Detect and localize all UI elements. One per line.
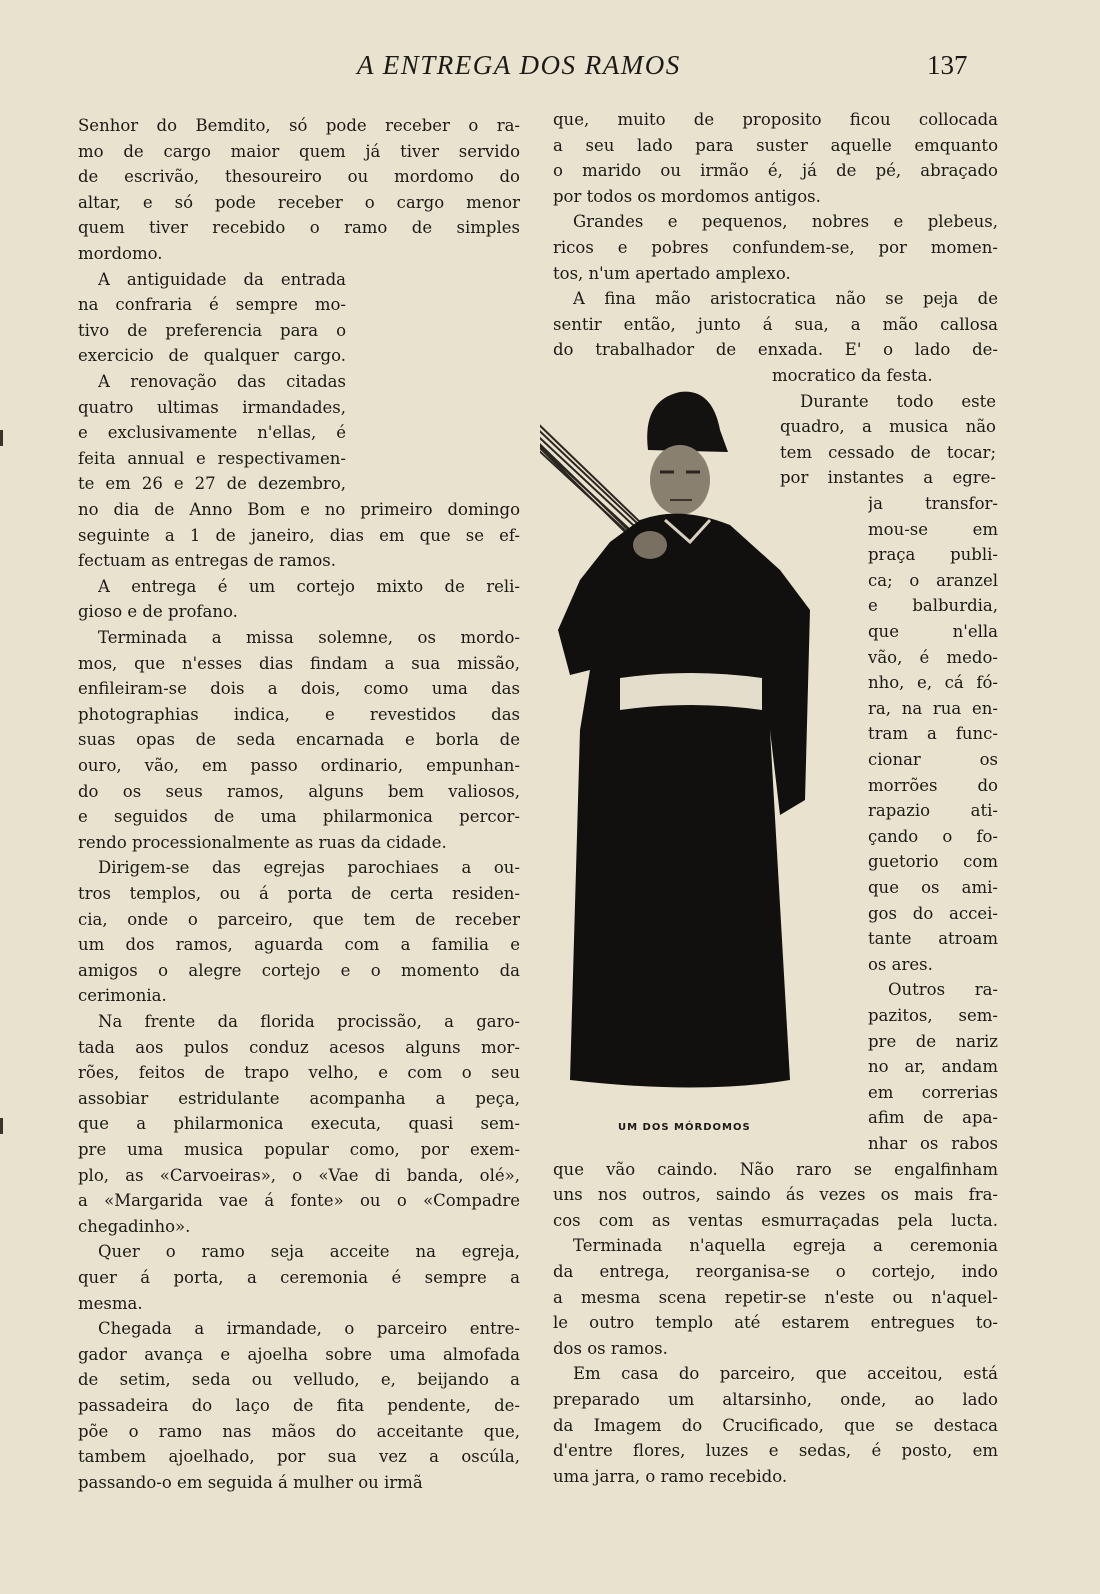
body-text-line-right: cos com as ventas esmurraçadas pela lucta. bbox=[553, 1210, 998, 1230]
body-text-line-right: A fina mão aristocratica não se peja de bbox=[573, 289, 998, 309]
body-text-line-left: suas opas de seda encarnada e borla de bbox=[78, 730, 520, 750]
body-text-line-right: guetorio com bbox=[868, 852, 998, 872]
running-header-title: A ENTREGA DOS RAMOS bbox=[357, 50, 681, 80]
body-text-line-left: Dirigem-se das egrejas parochiaes a ou- bbox=[98, 858, 520, 878]
body-text-line-right: tos, n'um apertado amplexo. bbox=[553, 263, 791, 283]
body-text-line-left: rões, feitos de trapo velho, e com o seu bbox=[78, 1063, 520, 1083]
body-text-line-left: fectuam as entregas de ramos. bbox=[78, 551, 337, 571]
body-text-line-right: o marido ou irmão é, já de pé, abraçado bbox=[553, 161, 998, 181]
body-text-line-right: que os ami- bbox=[868, 878, 998, 897]
body-text-line-left: mordomo. bbox=[78, 244, 163, 263]
body-text-line-right: nhar os rabos bbox=[868, 1134, 998, 1153]
mordomo-portrait-illustration bbox=[540, 280, 850, 1100]
body-text-line-right: çando o fo- bbox=[868, 826, 998, 846]
body-text-line-left: do os seus ramos, alguns bem valiosos, bbox=[78, 781, 520, 801]
body-text-line-left: mo de cargo maior quem já tiver servido bbox=[78, 141, 520, 161]
body-text-line-left: altar, e só pode receber o cargo menor bbox=[78, 192, 520, 212]
body-text-line-left: Quer o ramo seja acceite na egreja, bbox=[98, 1242, 520, 1262]
body-text-line-right: pazitos, sem- bbox=[868, 1006, 998, 1025]
body-text-line-right: tram a func- bbox=[868, 724, 998, 744]
body-text-line-left: enfileiram-se dois a dois, como uma das bbox=[78, 679, 520, 699]
body-text-line-right: gos do accei- bbox=[868, 903, 998, 923]
body-text-line-left: gador avança e ajoelha sobre uma almofada bbox=[78, 1344, 520, 1364]
body-text-line-left: e seguidos de uma philarmonica percor- bbox=[78, 807, 520, 827]
body-text-line-right: que n'ella bbox=[868, 622, 998, 641]
body-text-line-right: ricos e pobres confundem-se, por momen- bbox=[553, 238, 998, 257]
body-text-line-left: A renovação das citadas bbox=[98, 372, 346, 391]
body-text-line-right: vão, é medo- bbox=[868, 647, 998, 667]
body-text-line-left: exercicio de qualquer cargo. bbox=[78, 346, 346, 366]
body-text-line-right: no ar, andam bbox=[868, 1057, 998, 1077]
body-text-line-left: Na frente da florida procissão, a garo- bbox=[98, 1012, 520, 1031]
body-text-line-left: tivo de preferencia para o bbox=[78, 320, 346, 340]
body-text-line-right: do trabalhador de enxada. E' o lado de- bbox=[553, 340, 998, 360]
body-text-line-left: Chegada a irmandade, o parceiro entre- bbox=[98, 1319, 520, 1339]
body-text-line-left: ouro, vão, em passo ordinario, empunhan- bbox=[78, 756, 520, 775]
body-text-line-right: afim de apa- bbox=[868, 1108, 998, 1128]
body-text-line-left: Terminada a missa solemne, os mordo- bbox=[98, 628, 520, 647]
body-text-line-right: pre de nariz bbox=[868, 1031, 998, 1051]
body-text-line-left: gioso e de profano. bbox=[78, 602, 238, 622]
body-text-line-right: d'entre flores, luzes e sedas, é posto, em bbox=[553, 1441, 998, 1461]
body-text-line-right: da entrega, reorganisa-se o cortejo, indo bbox=[553, 1262, 998, 1281]
body-text-line-left: quer á porta, a ceremonia é sempre a bbox=[78, 1268, 520, 1287]
margin-mark bbox=[0, 1118, 3, 1134]
body-text-line-left: cia, onde o parceiro, que tem de receber bbox=[78, 909, 520, 929]
page-number: 137 bbox=[927, 50, 968, 80]
body-text-line-right: quadro, a musica não bbox=[780, 417, 996, 437]
body-text-line-left: que a philarmonica executa, quasi sem- bbox=[78, 1114, 520, 1134]
body-text-line-left: A antiguidade da entrada bbox=[98, 269, 346, 289]
body-text-line-right: uma jarra, o ramo recebido. bbox=[553, 1466, 788, 1486]
body-text-line-left: a «Margarida vae á fonte» ou o «Compadre bbox=[78, 1191, 520, 1211]
body-text-line-left: tros templos, ou á porta de certa residen- bbox=[78, 884, 520, 903]
body-text-line-right: sentir então, junto á sua, a mão callosa bbox=[553, 314, 998, 334]
body-text-line-right: Outros ra- bbox=[888, 980, 998, 1000]
body-text-line-left: plo, as «Carvoeiras», o «Vae di banda, olé», bbox=[78, 1165, 520, 1185]
body-text-line-right: e balburdia, bbox=[868, 596, 998, 616]
body-text-line-left: tada aos pulos conduz acesos alguns mor- bbox=[78, 1037, 520, 1057]
body-text-line-right: le outro templo até estarem entregues to- bbox=[553, 1313, 998, 1333]
body-text-line-right: a mesma scena repetir-se n'este ou n'aquel- bbox=[553, 1287, 998, 1307]
body-text-line-right: nho, e, cá fó- bbox=[868, 673, 998, 693]
body-text-line-right: preparado um altarsinho, onde, ao lado bbox=[553, 1390, 998, 1409]
body-text-line-right: mou-se em bbox=[868, 519, 998, 539]
body-text-line-left: na confraria é sempre mo- bbox=[78, 295, 346, 315]
body-text-line-left: passadeira do laço de fita pendente, de- bbox=[78, 1396, 520, 1415]
body-text-line-left: mos, que n'esses dias findam a sua missão, bbox=[78, 653, 520, 673]
body-text-line-right: ja transfor- bbox=[868, 494, 998, 513]
body-text-line-left: amigos o alegre cortejo e o momento da bbox=[78, 960, 520, 980]
body-text-line-right: cionar os bbox=[868, 750, 998, 769]
body-text-line-right: Terminada n'aquella egreja a ceremonia bbox=[573, 1236, 998, 1256]
body-text-line-right: dos os ramos. bbox=[553, 1338, 668, 1358]
body-text-line-right: que vão caindo. Não raro se engalfinham bbox=[553, 1159, 998, 1179]
body-text-line-left: no dia de Anno Bom e no primeiro domingo bbox=[78, 500, 520, 519]
body-text-line-left: cerimonia. bbox=[78, 986, 167, 1006]
body-text-line-left: tambem ajoelhado, por sua vez a oscúla, bbox=[78, 1447, 520, 1467]
body-text-line-left: mesma. bbox=[78, 1293, 143, 1313]
body-text-line-right: uns nos outros, saindo ás vezes os mais fra- bbox=[553, 1185, 998, 1205]
body-text-line-left: põe o ramo nas mãos do acceitante que, bbox=[78, 1421, 520, 1441]
body-text-line-right: praça publi- bbox=[868, 545, 998, 565]
body-text-line-right: os ares. bbox=[868, 954, 933, 974]
body-text-line-right: rapazio ati- bbox=[868, 801, 998, 821]
body-text-line-left: chegadinho». bbox=[78, 1216, 191, 1236]
body-text-line-left: seguinte a 1 de janeiro, dias em que se ef- bbox=[78, 525, 520, 545]
body-text-line-left: assobiar estridulante acompanha a peça, bbox=[78, 1088, 520, 1108]
body-text-line-left: A entrega é um cortejo mixto de reli- bbox=[98, 576, 520, 596]
body-text-line-right: em correrias bbox=[868, 1082, 998, 1102]
margin-mark bbox=[0, 430, 3, 446]
body-text-line-left: passando-o em seguida á mulher ou irmã bbox=[78, 1472, 423, 1492]
body-text-line-left: de escrivão, thesoureiro ou mordomo do bbox=[78, 167, 520, 187]
body-text-line-left: feita annual e respectivamen- bbox=[78, 448, 346, 468]
body-text-line-right: tante atroam bbox=[868, 929, 998, 949]
body-text-line-right: a seu lado para suster aquelle emquanto bbox=[553, 135, 998, 155]
body-text-line-left: quatro ultimas irmandades, bbox=[78, 397, 346, 417]
body-text-line-right: mocratico da festa. bbox=[772, 366, 933, 385]
body-text-line-right: da Imagem do Crucificado, que se destaca bbox=[553, 1415, 998, 1435]
body-text-line-right: Grandes e pequenos, nobres e plebeus, bbox=[573, 212, 998, 232]
body-text-line-right: por todos os mordomos antigos. bbox=[553, 186, 821, 206]
body-text-line-right: por instantes a egre- bbox=[780, 468, 996, 488]
body-text-line-left: rendo processionalmente as ruas da cidade. bbox=[78, 832, 447, 852]
body-text-line-left: pre uma musica popular como, por exem- bbox=[78, 1140, 520, 1159]
body-text-line-right: ra, na rua en- bbox=[868, 698, 998, 718]
body-text-line-right: ca; o aranzel bbox=[868, 570, 998, 590]
body-text-line-right: tem cessado de tocar; bbox=[780, 442, 996, 462]
body-text-line-left: de setim, seda ou velludo, e, beijando a bbox=[78, 1370, 520, 1390]
figure-caption: UM DOS MÓRDOMOS bbox=[618, 1122, 751, 1133]
body-text-line-left: Senhor do Bemdito, só pode receber o ra- bbox=[78, 116, 520, 135]
body-text-line-left: quem tiver recebido o ramo de simples bbox=[78, 218, 520, 238]
body-text-line-left: um dos ramos, aguarda com a familia e bbox=[78, 935, 520, 955]
body-text-line-left: photographias indica, e revestidos das bbox=[78, 704, 520, 724]
body-text-line-right: Durante todo este bbox=[800, 391, 996, 411]
body-text-line-right: Em casa do parceiro, que acceitou, está bbox=[573, 1364, 998, 1384]
body-text-line-left: e exclusivamente n'ellas, é bbox=[78, 423, 346, 443]
body-text-line-right: morrões do bbox=[868, 775, 998, 795]
body-text-line-right: que, muito de proposito ficou collocada bbox=[553, 110, 998, 129]
body-text-line-left: te em 26 e 27 de dezembro, bbox=[78, 474, 346, 494]
